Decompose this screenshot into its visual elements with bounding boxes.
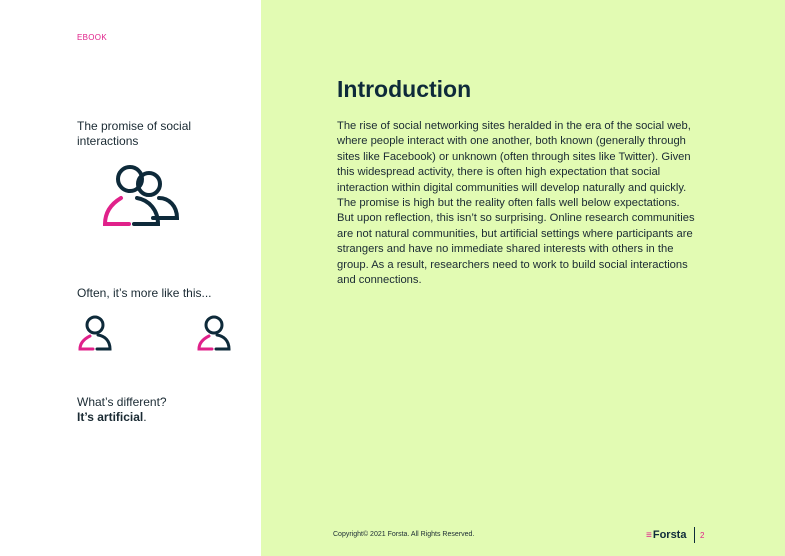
caption-difference (77, 395, 247, 425)
page-number: 2 (700, 531, 705, 540)
section-label: EBOOK (77, 33, 107, 42)
caption-reality: Often, it’s more like this... (77, 286, 212, 300)
forsta-logo-text: Forsta (652, 529, 687, 541)
group-people-icon (101, 162, 181, 230)
copyright-notice: Copyright© 2021 Forsta. All Rights Reserved. (333, 531, 475, 538)
page-title: Introduction (337, 76, 472, 102)
forsta-logo (646, 529, 686, 541)
left-column (0, 0, 261, 556)
intro-paragraph-2: But upon reflection, this isn’t so surprising. Online research communities are not natural communities, but artificial settings where participants are strangers and have no immediate shared interests with others in the group. As a result, researchers need to work to build social interactions and connections. (337, 212, 695, 287)
forsta-logo-mark-icon: ≡ (646, 529, 652, 541)
person-icon (196, 314, 232, 352)
caption-answer-strong: It’s artificial (77, 410, 144, 424)
caption-promise: The promise of social interactions (77, 119, 192, 148)
caption-question: What’s different? (77, 395, 167, 409)
footer-divider (694, 527, 695, 543)
intro-paragraph-1: The rise of social networking sites heralded in the era of the social web, where people interact with one another, both known (generally through sites like Facebook) or unknown (often through sites like Twitter). Given this widespread activity, there is often high expectation that social interaction within digital communities will develop naturally and quickly. The promise is high but the reality often falls well below expectations. (337, 120, 691, 210)
caption-answer (77, 410, 247, 425)
person-icon (77, 314, 113, 352)
caption-answer-end: . (143, 410, 147, 424)
intro-body (337, 119, 697, 288)
